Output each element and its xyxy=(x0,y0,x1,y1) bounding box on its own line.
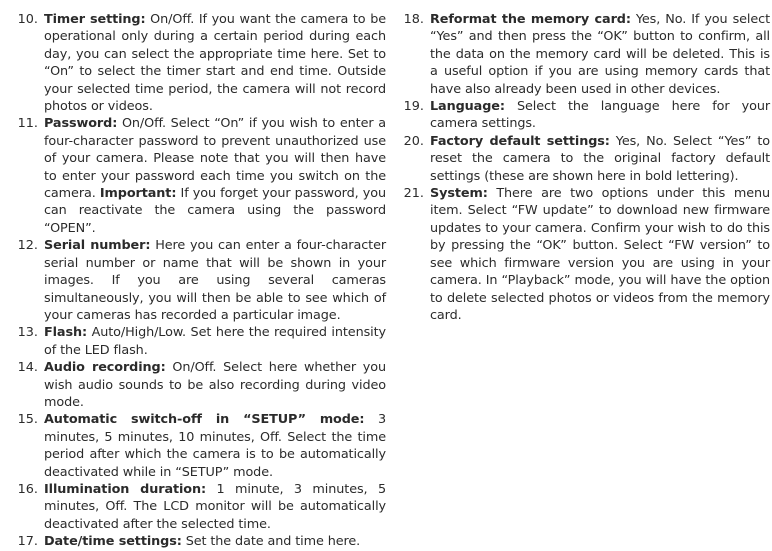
list-item-10 xyxy=(14,11,386,115)
item-title: Illumination duration: xyxy=(44,481,207,497)
item-title: Serial number: xyxy=(44,238,151,254)
item-title: Timer setting: xyxy=(44,12,146,27)
item-text: Yes, No. If you select “Yes” and then press the “OK” button to confirm, all the data on the memory card will be deleted. This is a useful option if you are using memory cards that have also already been used in other devices. xyxy=(430,12,770,97)
list-item-16 xyxy=(14,481,386,533)
item-title: Automatic switch-off in “SETUP” mode: xyxy=(44,412,365,428)
item-number: 17. xyxy=(17,534,38,550)
item-text: Here you can enter a four-character serial number or name that will be shown in your images. If you are using several cameras simultaneously, you will then be able to see which of your cameras has recorded a particular image. xyxy=(44,238,387,323)
item-number: 13. xyxy=(17,325,38,341)
item-title: Password: xyxy=(44,116,118,132)
item-number: 11. xyxy=(17,116,38,132)
item-important-label: Important: xyxy=(99,186,177,202)
item-body xyxy=(44,533,386,550)
list-item-17 xyxy=(14,533,386,550)
list-item-18 xyxy=(400,11,770,98)
item-text: Auto/High/Low. Set here the required intensity of the LED flash. xyxy=(44,325,386,358)
item-text: Select the language here for your camera settings. xyxy=(430,99,770,132)
list-item-19 xyxy=(400,98,770,133)
list-item-15 xyxy=(14,411,386,481)
item-body xyxy=(44,115,386,237)
item-title: Date/time settings: xyxy=(44,534,182,550)
item-text: On/Off. If you want the camera to be operational only during a certain period during each day, you can select the appropriate time here. Set to “On” to select the timer start and end time. Outside your selected time period, the camera will not record photos or videos. xyxy=(44,12,386,115)
item-title: System: xyxy=(430,186,488,202)
item-title: Language: xyxy=(430,99,505,115)
list-item-14 xyxy=(14,359,386,411)
list-item-13 xyxy=(14,324,386,359)
item-body xyxy=(430,98,770,133)
item-title: Audio recording: xyxy=(44,360,166,376)
item-text: Set the date and time here. xyxy=(181,534,361,550)
item-number: 20. xyxy=(403,133,424,149)
list-item-11 xyxy=(14,115,386,237)
item-body xyxy=(430,133,770,185)
item-text: Yes, No. Select “Yes” to reset the camera to the original factory default settings (these are shown here in bold lettering). xyxy=(430,133,770,184)
item-title: Factory default settings: xyxy=(430,133,610,149)
item-number: 15. xyxy=(17,412,38,428)
item-number: 18. xyxy=(403,12,424,27)
item-body xyxy=(44,359,386,411)
item-title: Reformat the memory card: xyxy=(430,12,631,27)
left-column xyxy=(14,11,386,551)
list-item-21 xyxy=(400,185,770,324)
item-body xyxy=(44,237,386,324)
item-text-2: If you forget your password, you can reactivate the camera using the password “OPEN”. xyxy=(44,186,386,236)
item-title: Flash: xyxy=(44,325,88,341)
item-text: 1 minute, 3 minutes, 5 minutes, Off. The LCD monitor will be automatically deactivated after the selected time. xyxy=(44,481,386,532)
list-item-12 xyxy=(14,237,386,324)
item-number: 12. xyxy=(17,238,38,254)
item-body xyxy=(44,411,386,481)
item-number: 21. xyxy=(403,186,424,202)
item-body xyxy=(430,11,770,98)
item-text: 3 minutes, 5 minutes, 10 minutes, Off. Select the time period after which the camera is to be automatically deactivated while in “SETUP” mode. xyxy=(44,412,386,480)
item-number: 10. xyxy=(17,12,38,27)
item-body xyxy=(44,324,386,359)
item-text: On/Off. Select here whether you wish audio sounds to be also recording during video mode. xyxy=(44,360,386,410)
item-body xyxy=(44,481,386,533)
right-column xyxy=(400,11,770,324)
item-body xyxy=(430,185,770,324)
item-text: There are two options under this menu item. Select “FW update” to download new firmware updates to your camera. Confirm your wish to do this by pressing the “OK” button. Select “FW version” to see which firmware version you are using in your camera. In “Playback” mode, you will have the option to delete selected photos or videos from the memory card. xyxy=(430,186,770,323)
item-number: 16. xyxy=(17,481,38,497)
list-item-20 xyxy=(400,133,770,185)
item-text: On/Off. Select “On” if you wish to enter a four-character password to prevent unauthorized use of your camera. Please note that you will then have to enter your password each time you switch on the camera. xyxy=(44,116,386,202)
item-number: 14. xyxy=(17,360,38,376)
item-number: 19. xyxy=(403,99,424,115)
item-body xyxy=(44,11,386,115)
